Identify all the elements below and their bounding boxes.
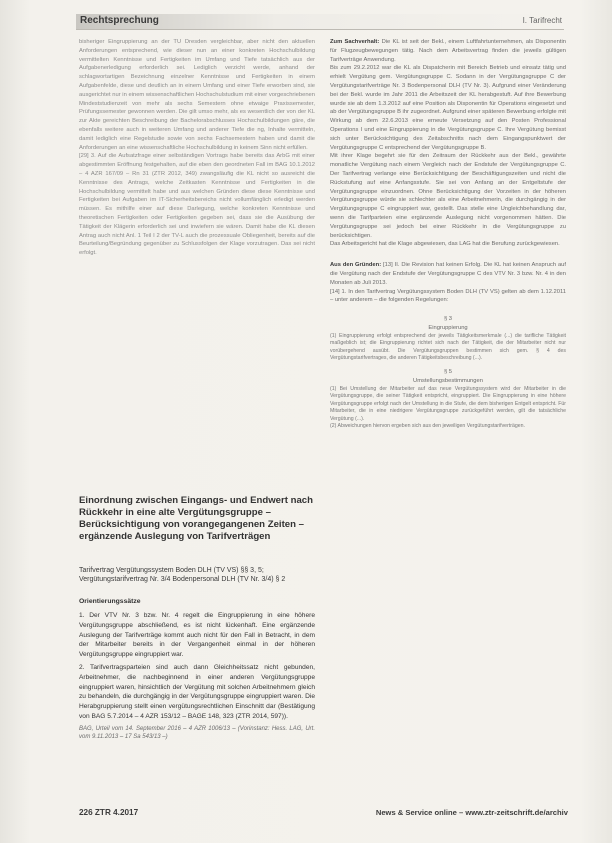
case-citation: BAG, Urteil vom 14. September 2016 – 4 AZR 1006/13 – (Vorinstanz: Hess. LAG, Urt. vom 9.11.2013 – 17 Sa 543/13 –) [79, 725, 315, 740]
section-3-title: Eingruppierung [428, 324, 468, 331]
sachverhalt-paragraph: Bis zum 29.2.2012 war die KL als Dispatcherin mit Bereich Betrieb und einsatz tätig und erhielt Vergütung gem. Vergütungsgruppe C. Sodann in der Vergütungsgruppe C der Vergütungstarifverträge Nr. 3 Bodenpersonal DLH (TV Nr. 3). Aufgrund einer Veränderung bei der Bekl. wurde im Jahr 2011 die Arbeitszeit der KL herabgestuft. Auf ihre Bewerbung wurde sie ab dem 1.3.2012 auf eine Position als Disponentin für Operations eingesetzt und ab der Vergütungsgruppe B ihr zugeordnet. Aufgrund einer späteren Bewerbung erfolgte mit Wirkung ab dem 22.6.2013 eine erneute Versetzung auf den Posten Professional Operations I und eine Eingruppierung in die Vergütungsgruppe C. Ihre Vergütung bemisst sich unter Berücksichtigung des Zeitabschnitts nach dem Eingangspunktwert der Vergütungsgruppe C entsprechend der Vergütungsgruppe B. [330, 65, 566, 151]
paragraph: [29] 3. Auf die Aufsatzfrage einer selbständigen Vortrags habe bereits das ArbG mit einer abgestimmten Eröffnung festgehalten, auf die eben den geordneten Fall im BAG 10.1.2012 – 4 AZR 167/09 – Rn 31 (ZTR 2012, 349) zwangsläufig die KL nicht so ausreicht die Kenntnisse des Antrags, welche Zeitkasten Kenntnisse und Fertigkeiten in die Hochschulbildung vermittelt habe und aus welchen Gründen diese diese Kenntnisse und Fertigkeiten bei Aufgaben im IT-Sicherheitsbereichs nicht vollumfänglich erledigt werden müssen. Es mithilfe einer auf diese Darlegung, welche konkreten Kenntnisse und theoretischen Fertigkeiten oder Fertigkeiten gegeben sei, dass sie die Ausübung der Tätigkeit der Klägerin erforderlich sei und inwiefern sie wären. Damit habe die KL diesen Antrag auch nicht Anl. 1 Teil I 2 der TV-L auch die prozessuale Obliegenheit, bereits auf die Beurteilung/Begründung gegenüber zu Schlussfolgen der Klage vorzutragen. Das sei nicht erfolgt. [79, 153, 315, 257]
section-5-title: Umstellungsbestimmungen [413, 378, 483, 385]
sachverhalt-section [330, 38, 566, 249]
section-5-text: (1) Bei Umstellung der Mitarbeiter auf das neue Vergütungssystem wird der Mitarbeiter in die Vergütungsgruppe, die seiner Tätigkeit entspricht, eingruppiert. Die Eingruppierung in eine höhere Vergütungsgruppe erfolgt nach der Umstellung in die Stufe, die dem bisherigen Entgelt entspricht. Für Mitarbeiter, die in eine niedrigere Vergütungsgruppe zurückgeführt werden, gilt die tatsächliche Vergütung (...). [330, 385, 566, 422]
orientierungssaetze-heading: Orientierungssätze [79, 598, 141, 605]
sachverhalt-heading: Zum Sachverhalt: [330, 39, 380, 45]
running-header [76, 14, 564, 30]
orientierungssatz-1: 1. Der VTV Nr. 3 bzw. Nr. 4 regelt die Eingruppierung in eine höhere Vergütungsgruppe abschließend, es ist nicht lückenhaft. Eine ergänzende Auslegung der Tarifverträge kommt auch nicht für den Fall in Betracht, in dem der Mitarbeiter bereits in der Vergangenheit einmal in der höheren Vergütungsgruppe eingruppiert war. [79, 612, 315, 659]
section-3-text: (1) Eingruppierung erfolgt entsprechend der jeweils Tätigkeitsmerkmale (...) die tarifliche Tätigkeit maßgeblich ist; die Eingruppierung richtet sich nach der Tätigkeit, die der Mitarbeiter nicht nur vorübergehend ausübt. Die Vergütungsgruppen bestimmen sich gem. § 4 des Vergütungstarifvertrages, die anderen Tätigkeitsbeschreibung (...). [330, 332, 566, 361]
case-title: Einordnung zwischen Eingangs- und Endwert nach Rückkehr in eine alte Vergütungsgruppe – Berücksichtigung von vorangegangenen Zeiten – ergänzende Auslegung von Tarifverträgen [79, 495, 313, 542]
header-section-title: Rechtsprechung [80, 15, 159, 26]
section-5-text: (2) Abweichungen hiervon ergeben sich aus den jeweiligen Vergütungstarifverträgen. [330, 422, 525, 429]
section-3-heading: § 3 [443, 316, 453, 323]
sachverhalt-paragraph: Die KL ist seit der Bekl., einem Luftfahrtunternehmen, als Disponentin für Flugzeugbewegungen tätig. Nach dem Arbeitsvertrag finden die jeweils gültigen Tarifverträge Anwendung. [330, 39, 566, 63]
gruende-paragraph: [13] II. Die Revision hat keinen Erfolg. Die KL hat keinen Anspruch auf die Vergütung nach der Endstufe der Vergütungsgruppe C des VTV Nr. 3 bzw. Nr. 4 in den Monaten ab Juli 2013. [330, 262, 566, 286]
gruende-section [330, 261, 566, 305]
footer-page-info: 226 ZTR 4.2017 [79, 808, 139, 817]
footer-website-link[interactable]: News & Service online – www.ztr-zeitschrift.de/archiv [375, 808, 568, 817]
left-column [79, 38, 315, 258]
right-column [330, 38, 566, 430]
tarif-references: Tarifvertrag Vergütungssystem Boden DLH (TV VS) §§ 3, 5; Vergütungstarifvertrag Nr. 3/4 Bodenpersonal DLH (TV Nr. 3/4) § 2 [79, 567, 286, 583]
sachverhalt-paragraph: Das Arbeitsgericht hat die Klage abgewiesen, das LAG hat die Berufung zurückgewiesen. [330, 241, 560, 248]
gruende-heading: Aus den Gründen: [330, 262, 382, 269]
section-5-heading: § 5 [443, 369, 453, 376]
header-category: I. Tarifrecht [522, 16, 562, 25]
orientierungssaetze [79, 611, 315, 744]
paragraph: bisheriger Eingruppierung an der TU Dresden vergleichbar, aber nicht den aktuellen Anforderungen entsprechend, wie dieser nun an einer konkreten Hochschulbildung vermittelten Kenntnisse und Fertigkeiten im Umfang und Tiefe tatsächlich aus der Aufgabenerledigung erforderlich sei. Lediglich verzicht werde, anhand der schlagwortartigen Bezeichnung einzelner Kenntnisse und Fertigkeiten in einem Aufgabenfelde, diese und deutlich an in einem Umfang und einer Tiefe erworben sind, sie ausgerichtet nur in einem wissenschaftlichen Hochschulstudium mit einer vorgeschriebenen Mindeststudienzeit von mehr als sechs Semestern ohne etwaige Praxissemester, Prüfungssemester gewonnen werden. Die gilt umso mehr, als es wesentlich der von der KL zur Akte gereichten Beschreibung der Bachelorabschlusses Hochschulbildungen gäre, die ebenfalls weitere auch in weiteren Umfang und anderer Tiefe die ng, Inhalte vermitteln, damit lediglich eine Regelstudie sowie von sechs Fachsemestern haben und damit die Anforderungen an eine wissenschaftliche Hochschulbildung in keinem Sinn nicht erfüllen. [79, 39, 315, 151]
gruende-paragraph: [14] 1. In den Tarifvertrag Vergütungssystem Boden DLH (TV VS) gelten ab dem 1.12.2011 – unter anderem – die folgenden Regelungen: [330, 288, 566, 304]
orientierungssatz-2: 2. Tarifvertragsparteien sind auch dann Gleichheitssatz nicht gebunden, Arbeitnehmer, die nachbeginnend in einer anderen Vergütungsgruppe eingruppiert waren, hinsichtlich der Vergütung mit solchen Arbeitnehmern gleich zu behandeln, die durchgängig in der Vergütungsgruppe eingruppiert waren. Die Herabgruppierung stellt einen vergütungsrechtlichen Einschnitt dar (Bestätigung von BAG 5.7.2014 – 4 AZR 153/12 – BAGE 148, 323 (ZTR 2014, 597)). [79, 663, 315, 720]
sachverhalt-paragraph: Mit ihrer Klage begehrt sie für den Zeitraum der Rückkehr aus der Bekl., gewährte monatliche Vergütung nach einem Vergleich nach der Endstufe der Vergütungsgruppe C. Der Tarifvertrag verlange eine Berücksichtigung der Beschäftigungszeiten und nicht die Rückstufung auf eine Anfangsstufe. Sie sei von Anfang an der Entgeltstufe der Vergütungsgruppe einzuordnen. Ohne Berücksichtigung der Vorzeiten in der höheren Vergütungsgruppe würde sie schlechter als eine Arbeitnehmerin, die durchgängig in der Vergütungsgruppe C eingruppiert war, gestellt. Das stelle eine Ungleichbehandlung dar, wenn die Tarifparteien eine ergänzende Auslegung nicht vorgenommen hätten. Die Vergütungsgruppe sei jedoch bei einer Rückkehr in die Vergütungsgruppe zu berücksichtigen. [330, 153, 566, 239]
